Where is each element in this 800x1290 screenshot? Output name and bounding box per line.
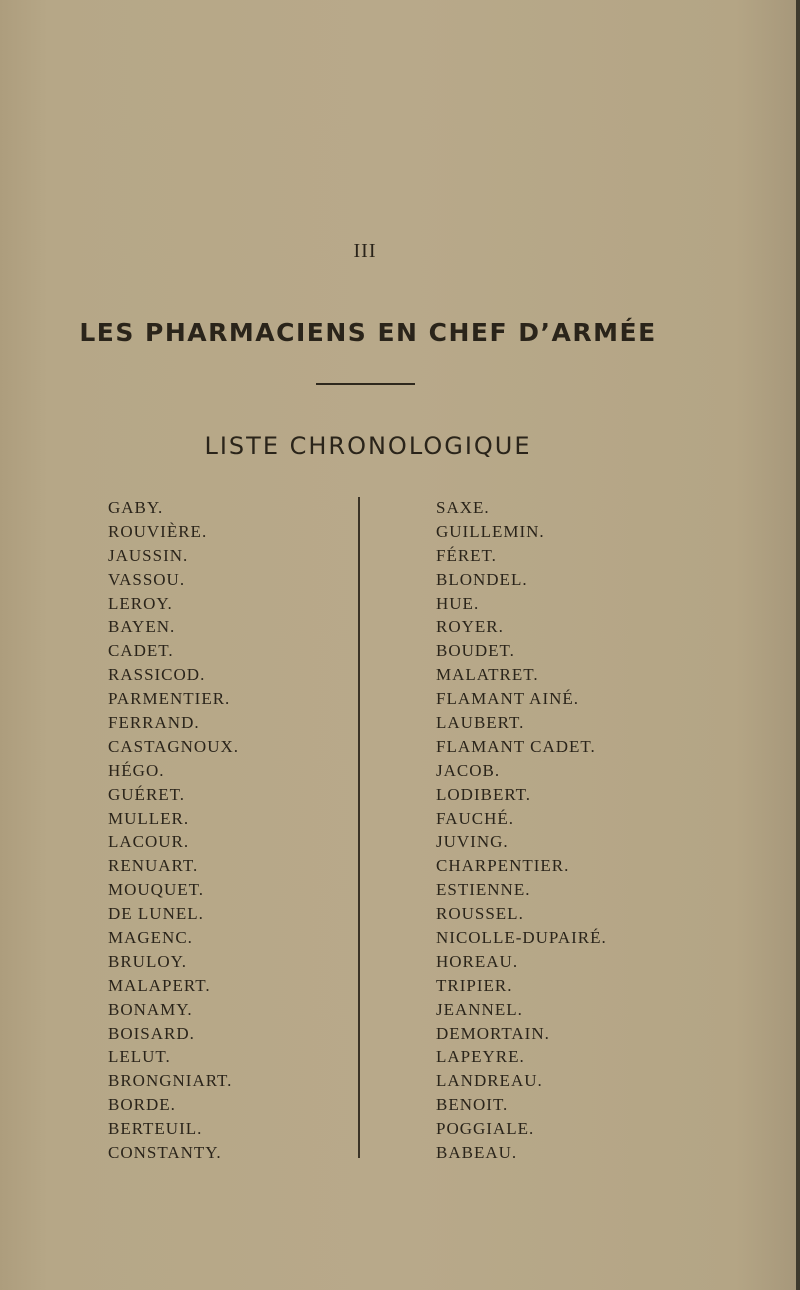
list-item: LEROY. <box>108 593 173 613</box>
list-item: CASTAGNOUX. <box>108 736 240 756</box>
list-item: ROUSSEL. <box>436 904 524 924</box>
list-item: CONSTANTY. <box>108 1143 222 1163</box>
list-item: BRONGNIART. <box>108 1071 233 1091</box>
list-item: ROYER. <box>436 617 504 637</box>
list-item: BENOIT. <box>436 1095 509 1115</box>
chapter-number: III <box>353 240 377 262</box>
list-item: FLAMANT CADET. <box>436 736 596 756</box>
list-item: HUE. <box>436 593 480 613</box>
list-item: RASSICOD. <box>108 665 206 685</box>
list-item: MALATRET. <box>436 665 539 685</box>
list-item: ESTIENNE. <box>436 880 531 900</box>
list-item: HOREAU. <box>436 951 519 971</box>
list-item: BABEAU. <box>436 1143 518 1163</box>
column-divider <box>358 497 360 1158</box>
list-item: FERRAND. <box>108 713 200 733</box>
title-divider <box>316 383 415 385</box>
list-item: BONAMY. <box>108 999 193 1019</box>
list-item: LANDREAU. <box>436 1071 543 1091</box>
list-item: FÉRET. <box>436 545 497 565</box>
list-item: FLAMANT AINÉ. <box>436 689 580 709</box>
page-title: LES PHARMACIENS EN CHEF D’ARMÉE <box>79 318 657 347</box>
list-item: ROUVIÈRE. <box>108 521 208 541</box>
list-item: MULLER. <box>108 808 190 828</box>
list-item: BLONDEL. <box>436 569 528 589</box>
list-item: LAPEYRE. <box>436 1047 525 1067</box>
list-item: TRIPIER. <box>436 975 513 995</box>
list-item: SAXE. <box>436 498 490 517</box>
names-left-column <box>108 496 348 1165</box>
list-item: DEMORTAIN. <box>436 1023 550 1043</box>
list-item: MAGENC. <box>108 928 193 948</box>
list-item: JEANNEL. <box>436 999 523 1019</box>
list-item: FAUCHÉ. <box>436 808 514 828</box>
list-item: BORDE. <box>108 1095 176 1115</box>
list-item: LODIBERT. <box>436 784 532 804</box>
list-item: POGGIALE. <box>436 1119 535 1139</box>
list-item: GABY. <box>108 498 164 517</box>
list-item: JUVING. <box>436 832 509 852</box>
list-item: LAUBERT. <box>436 713 525 733</box>
list-item: GUILLEMIN. <box>436 521 545 541</box>
list-item: BOUDET. <box>436 641 515 661</box>
list-item: GUÉRET. <box>108 784 186 804</box>
list-item: MALAPERT. <box>108 975 211 995</box>
list-item: DE LUNEL. <box>108 904 204 924</box>
list-item: RENUART. <box>108 856 199 876</box>
list-item: LELUT. <box>108 1047 171 1067</box>
list-item: CHARPENTIER. <box>436 856 570 876</box>
names-right-column <box>436 496 696 1165</box>
list-item: BOISARD. <box>108 1023 195 1043</box>
list-item: HÉGO. <box>108 760 165 780</box>
list-item: BERTEUIL. <box>108 1119 203 1139</box>
list-item: MOUQUET. <box>108 880 204 900</box>
list-item: JACOB. <box>436 760 501 780</box>
page-edge <box>796 0 800 1290</box>
list-item: LACOUR. <box>108 832 190 852</box>
list-item: CADET. <box>108 641 174 661</box>
list-item: PARMENTIER. <box>108 689 231 709</box>
page-subtitle: LISTE CHRONOLOGIQUE <box>204 432 532 460</box>
list-item: BRULOY. <box>108 951 187 971</box>
list-item: JAUSSIN. <box>108 545 189 565</box>
list-item: NICOLLE-DUPAIRÉ. <box>436 928 607 948</box>
list-item: VASSOU. <box>108 569 186 589</box>
list-item: BAYEN. <box>108 617 176 637</box>
